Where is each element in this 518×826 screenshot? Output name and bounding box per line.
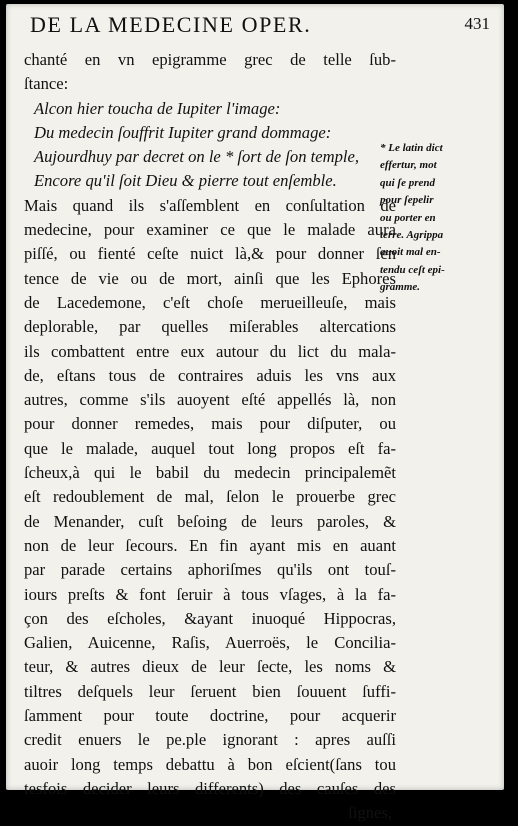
text-line: Mais quand ils s'aſſemblent en conſultation de — [24, 195, 396, 215]
text-line: que le malade, auquel tout long propos eſt fa- — [24, 438, 396, 458]
text-line: auoir long temps debattu à bon eſcient(ſans tou — [24, 754, 396, 774]
verse-line: Aujourdhuy par decret on le * ſort de ſon temple, — [34, 147, 360, 167]
running-head: DE LA MEDECINE OPER. — [30, 12, 312, 37]
text-line: çon des eſcholes, &ayant inuoqué Hippocras, — [24, 608, 396, 628]
text-line: pour donner remedes, mais pour diſputer, ou — [24, 414, 396, 434]
text-line: eſt redoublement de mal, ſelon le prouerbe grec — [24, 487, 396, 507]
text-line: ſcheux,à qui le babil du medecin principalemẽt — [24, 463, 396, 483]
text-line: ſamment pour toute doctrine, pour acquerir — [24, 706, 396, 726]
marginal-note — [380, 140, 486, 297]
text-line: teur, & autres dieux de leur ſecte, les noms & — [24, 657, 396, 677]
text-line: piſſé, ou fienté ceſte nuict là,& pour donner ſen — [24, 244, 396, 264]
text-line: tesfois decider leurs differents) des cauſes des — [24, 778, 396, 798]
text-line: deplorable, par quelles miſerables altercations — [24, 317, 396, 337]
note-line: gramme. — [380, 281, 421, 294]
text-line: iours preſts & font ſeruir à tous vſages, à la fa- — [24, 584, 396, 604]
note-line: auoit mal en- — [380, 246, 441, 259]
text-line: credit enuers le pe.ple ignorant : apres auſſi — [24, 730, 396, 750]
text-line: ſtance: — [24, 74, 69, 94]
text-line: de Menander, cuſt beſoing de leurs paroles, & — [24, 511, 396, 531]
text-line: autres, comme s'ils auoyent eſté appellés là, non — [24, 390, 396, 410]
catchword: ſignes, — [348, 803, 392, 823]
note-line: tendu ceſt epi- — [380, 263, 445, 276]
note-line: qui ſe prend — [380, 176, 435, 189]
text-line: de, eſtans tous de contraires aduis les vns aux — [24, 365, 396, 385]
note-line: effertur, mot — [380, 159, 437, 172]
text-line: ils combattent entre eux autour du lict du mala- — [24, 341, 396, 361]
page-header — [30, 12, 490, 38]
body-text — [24, 48, 396, 826]
note-line: * Le latin dict — [380, 142, 443, 154]
text-line: tence de vie ou de mort, ainſi que les Ephores — [24, 268, 396, 288]
text-line: chanté en vn epigramme grec de telle ſub- — [24, 50, 396, 69]
text-line: de Lacedemone, c'eſt choſe merueilleuſe, mais — [24, 292, 396, 312]
verse-line: Alcon hier toucha de Iupiter l'image: — [34, 98, 281, 118]
verse-line: Encore qu'il ſoit Dieu & pierre tout enſemble. — [34, 171, 337, 191]
note-line: ou porter en — [380, 211, 436, 224]
text-line: Galien, Auicenne, Raſis, Auerroës, le Concilia- — [24, 633, 396, 653]
note-line: terre. Agrippa — [380, 228, 444, 241]
note-line: pour ſepelir — [380, 194, 434, 207]
verse-line: Du medecin ſouffrit Iupiter grand dommage: — [34, 122, 332, 142]
text-line: par parade certains aphoriſmes qu'ils ont touſ- — [24, 560, 396, 580]
text-line: non de leur ſecours. En fin ayant mis en auant — [24, 535, 396, 555]
book-page — [6, 4, 504, 823]
text-line: tiltres deſquels leur ſeruent bien ſouuent ſuffi- — [24, 681, 396, 701]
text-line: medecine, pour examiner ce que le malade aura — [24, 220, 396, 240]
page-number: 431 — [464, 14, 490, 33]
